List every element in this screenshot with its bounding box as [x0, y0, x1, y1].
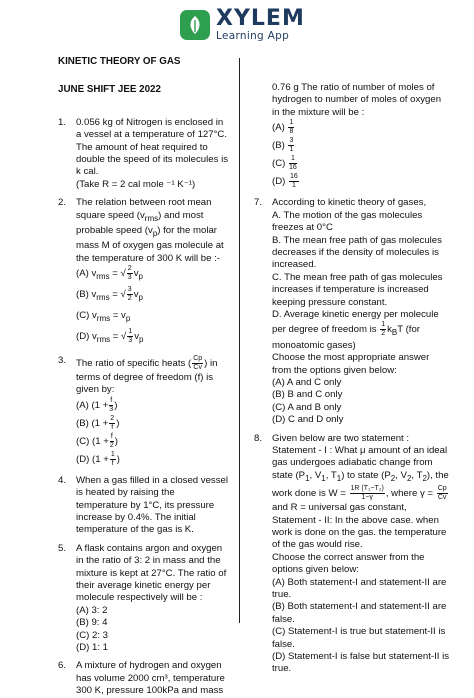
column-divider — [239, 58, 240, 623]
fraction — [350, 485, 385, 502]
fraction — [289, 155, 297, 172]
option-d: (D) (1 + $\frac{1}{f}$ ) — [76, 450, 120, 467]
instruction: Choose the correct answer from the options given below: — [272, 551, 425, 576]
question-text: ) for the molar mass M of oxygen gas molecule at the temperature of 300 K will be :- — [76, 224, 224, 264]
question-7 — [254, 197, 450, 426]
subscript: 2 — [390, 473, 396, 483]
fraction — [110, 433, 114, 450]
option-a: (A) 3: 2 — [76, 604, 108, 616]
term: 1 + — [94, 417, 109, 429]
question-text: A flask contains argon and oxygen in the ratio of 3: 2 in mass and the mixture is kept at 27°C. The ratio of their average kinetic energy per molecule respectively will be : — [76, 542, 227, 604]
option-label: (B) — [76, 417, 89, 429]
option-c — [76, 307, 228, 328]
equals: = — [109, 268, 121, 280]
question-note: (Take R = 2 cal mole ⁻¹ K⁻¹) — [76, 178, 196, 190]
subscript: B — [391, 328, 398, 338]
subscript: p — [125, 313, 131, 323]
option-label: (A) v — [76, 268, 97, 280]
statement-text: , V — [309, 469, 322, 481]
subscript: 1 — [336, 473, 342, 483]
subscript: p — [138, 292, 143, 302]
subscript: 2 — [422, 473, 427, 483]
question-6-continued — [254, 82, 450, 191]
question-8 — [254, 433, 450, 676]
option-c: (C) (1 + $\frac{f}{2}$ ) — [76, 432, 118, 449]
denominator: f — [111, 459, 114, 467]
fraction — [289, 173, 299, 190]
option-label: (C) v — [76, 309, 97, 321]
question-text: A mixture of hydrogen and oxygen has volume 2000 cm³, temperature 300 K, pressure 100kPa and mass — [76, 660, 225, 697]
question-number: 3. — [58, 354, 67, 366]
option-b: (B) Both statement-I and statement-II are false. — [272, 601, 447, 625]
option-a: (A) (1 + $\frac{f}{3}$ ) — [76, 396, 118, 413]
symbol: v — [134, 330, 140, 342]
question-number: 1. — [58, 116, 67, 128]
denominator: f — [111, 423, 114, 431]
question-text: ) and most probable speed (v — [76, 209, 204, 236]
symbol: v — [133, 268, 139, 280]
question-number: 8. — [254, 432, 263, 444]
statement-a: A. The motion of the gas molecules freezes at 0°C — [272, 209, 423, 234]
statement-text: , V — [395, 469, 407, 481]
term: 1 + — [94, 399, 109, 411]
option-a — [272, 119, 450, 137]
fraction — [288, 137, 294, 154]
fraction — [127, 328, 133, 345]
term: 1 + — [95, 435, 109, 447]
option-label: (D) — [76, 453, 90, 465]
option-label: (C) — [76, 435, 90, 447]
statement-text: ), the work done is W = — [272, 469, 449, 500]
option-d: (D) C and D only — [272, 414, 344, 426]
denominator: 1 — [291, 182, 296, 190]
equals: = — [110, 309, 122, 321]
equals: = — [109, 289, 121, 301]
question-6 — [58, 660, 228, 697]
left-column — [58, 56, 228, 698]
question-text: 0.056 kg of Nitrogen is enclosed in a vessel at a temperature of 127°C. The amount of heat required to double the speed of its molecules is k cal. — [76, 116, 228, 178]
subscript: rms — [96, 313, 111, 323]
option-b: (B) B and C only — [272, 389, 343, 401]
xylem-logo — [180, 8, 305, 42]
statement-text: T (for monoatomic gases) — [272, 324, 420, 351]
numerator: 1 — [381, 321, 386, 329]
statement-b: B. The mean free path of gas molecules decreases if the density of molecules is increased. — [272, 234, 442, 271]
statement-text: D. Average kinetic energy per molecule per degree of freedom is — [272, 309, 439, 336]
denominator: Cv — [193, 363, 202, 371]
numerator: f — [110, 396, 113, 404]
statement-text: , T — [411, 469, 423, 481]
numerator: Cp — [437, 485, 447, 493]
option-c: (C) A and B only — [272, 401, 342, 413]
option-label: (D) v — [76, 330, 97, 342]
subscript: rms — [144, 213, 159, 223]
denominator: 2 — [381, 330, 386, 338]
statement-text: , where γ = — [385, 488, 434, 500]
denominator: 1 — [289, 146, 294, 154]
question-text: The ratio of specific heats — [76, 357, 186, 369]
subscript: 1 — [321, 473, 326, 483]
option-d: (D) 1: 1 — [76, 642, 108, 654]
numerator: 3 — [289, 137, 294, 145]
question-3: 3. The ratio of specific heats ( $\frac{Cp}{Cv}$ ) in terms of degree of freedom (f) is given by: (A) (1 + $\frac{f}{3}$ ) (B) (1 + $\frac{2}{f}$ ) (C) (1 + $\frac{f}{2}$ ) (D) (1 + $\frac{1}{f}$ ) — [58, 355, 228, 469]
option-b: (B) $v_{rms}$ = √ $\frac{3}{2}$ $v_p$ — [76, 286, 143, 303]
denominator: 3 — [109, 405, 114, 413]
question-text: When a gas filled in a closed vessel is heated by raising the temperature by 1°C, its pressure increase by 0.4%. The initial temperature of the gas is K. — [76, 474, 228, 536]
brand-subtitle: Learning App — [216, 30, 290, 42]
option-label: (B) — [272, 140, 285, 152]
statement-1 — [272, 445, 450, 515]
fraction — [288, 119, 294, 136]
option-d — [272, 173, 450, 191]
denominator: 3 — [128, 336, 133, 344]
subscript: p — [138, 272, 143, 282]
fraction — [127, 286, 133, 303]
subscript: rms — [96, 272, 110, 282]
question-text: 0.76 g The ratio of number of moles of hydrogen to number of moles of oxygen in the mixture will be : — [272, 82, 442, 118]
instruction: Choose the most appropriate answer from the options given below: — [272, 352, 430, 376]
brand-name: XYLEM — [216, 6, 305, 31]
numerator: 2 — [127, 265, 132, 273]
right-column — [254, 82, 450, 676]
question-1 — [58, 117, 228, 191]
numerator: Cp — [193, 354, 203, 362]
numerator: 2 — [110, 414, 115, 422]
numerator: 3 — [127, 286, 132, 294]
statement-d — [272, 309, 450, 352]
denominator: 2 — [109, 441, 114, 449]
option-b: (B) (1 + $\frac{2}{f}$ ) — [76, 414, 120, 431]
statement-c: C. The mean free path of gas molecules increases if temperature is increased keeping pressure constant. — [272, 271, 443, 308]
question-text: According to kinetic theory of gases, — [272, 197, 427, 209]
option-d: (D) Statement-I is false but statement-II is true. — [272, 651, 450, 675]
denominator: 16 — [289, 164, 297, 172]
fraction — [437, 485, 448, 502]
statement-text: and R = universal gas constant, — [272, 502, 407, 514]
statement-text: ) to state (P — [341, 469, 391, 481]
document-title: KINETIC THEORY OF GAS — [58, 56, 181, 67]
option-c: (C) Statement-I is true but statement-II is false. — [272, 626, 446, 650]
question-2 — [58, 197, 228, 349]
subscript: rms — [96, 334, 111, 344]
option-c — [272, 155, 450, 173]
statement-text: Statement - I : What μ amount of an ideal gas undergoes adiabatic change from state (P — [272, 445, 448, 481]
question-4 — [58, 475, 228, 537]
denominator: Cv — [437, 494, 447, 502]
option-d: (D) $v_{rms}$ = √ $\frac{1}{3}$ $v_p$ — [76, 327, 144, 344]
question-number: 2. — [58, 197, 67, 209]
exam-shift: JUNE SHIFT JEE 2022 — [58, 84, 161, 96]
symbol: v — [133, 289, 139, 301]
fraction — [192, 355, 203, 372]
numerator: 16 — [290, 173, 298, 181]
option-label: (C) — [272, 158, 286, 170]
numerator: 1 — [110, 450, 115, 458]
question-text: in terms of degree of freedom (f) is given by: — [76, 357, 218, 396]
option-a: (A) A and C only — [272, 376, 342, 388]
subscript: rms — [96, 292, 110, 302]
numerator: 1 — [289, 119, 294, 127]
symbol: k — [387, 324, 392, 336]
question-text: The relation between root mean square speed (v — [76, 197, 212, 221]
denominator: 3 — [127, 274, 132, 282]
option-label: (B) v — [76, 289, 97, 301]
fraction — [109, 415, 115, 432]
question-number: 4. — [58, 474, 67, 486]
statement-text: , T — [325, 469, 337, 481]
option-b: (B) 9: 4 — [76, 617, 108, 629]
question-5 — [58, 543, 228, 655]
numerator: 1 — [128, 327, 133, 335]
option-label: (A) — [272, 122, 285, 134]
option-label: (D) — [272, 176, 286, 188]
subscript: p — [139, 334, 144, 344]
denominator: 8 — [289, 128, 294, 136]
question-number: 7. — [254, 197, 263, 209]
fraction — [109, 397, 113, 414]
numerator: f — [110, 432, 113, 440]
option-b — [272, 137, 450, 155]
denominator: 2 — [127, 295, 132, 303]
denominator: 1−γ — [361, 494, 373, 502]
fraction — [110, 451, 116, 468]
leaf-logo-icon — [180, 10, 210, 40]
question-number: 6. — [58, 660, 67, 672]
equals: = — [110, 330, 122, 342]
subscript: 2 — [406, 473, 412, 483]
question-text: Given below are two statement : — [272, 432, 410, 444]
subscript: p — [152, 228, 158, 238]
symbol: v — [121, 309, 126, 321]
option-a: (A) Both statement-I and statement-II are true. — [272, 576, 447, 600]
numerator: 1 — [290, 155, 295, 163]
statement-2: Statement - II: In the above case. when work is done on the gas. the temperature of the gas would rise. — [272, 514, 447, 551]
fraction — [380, 321, 386, 338]
option-a: (A) $v_{rms}$ = √ $\frac{2}{3}$ $v_p$ — [76, 265, 143, 282]
subscript: 1 — [305, 473, 310, 483]
numerator: 1R (T₁−T₂) — [350, 485, 384, 493]
term: 1 + — [95, 453, 109, 465]
question-number: 5. — [58, 542, 67, 554]
option-c: (C) 2: 3 — [76, 629, 108, 641]
option-label: (A) — [76, 399, 89, 411]
fraction — [127, 265, 133, 282]
